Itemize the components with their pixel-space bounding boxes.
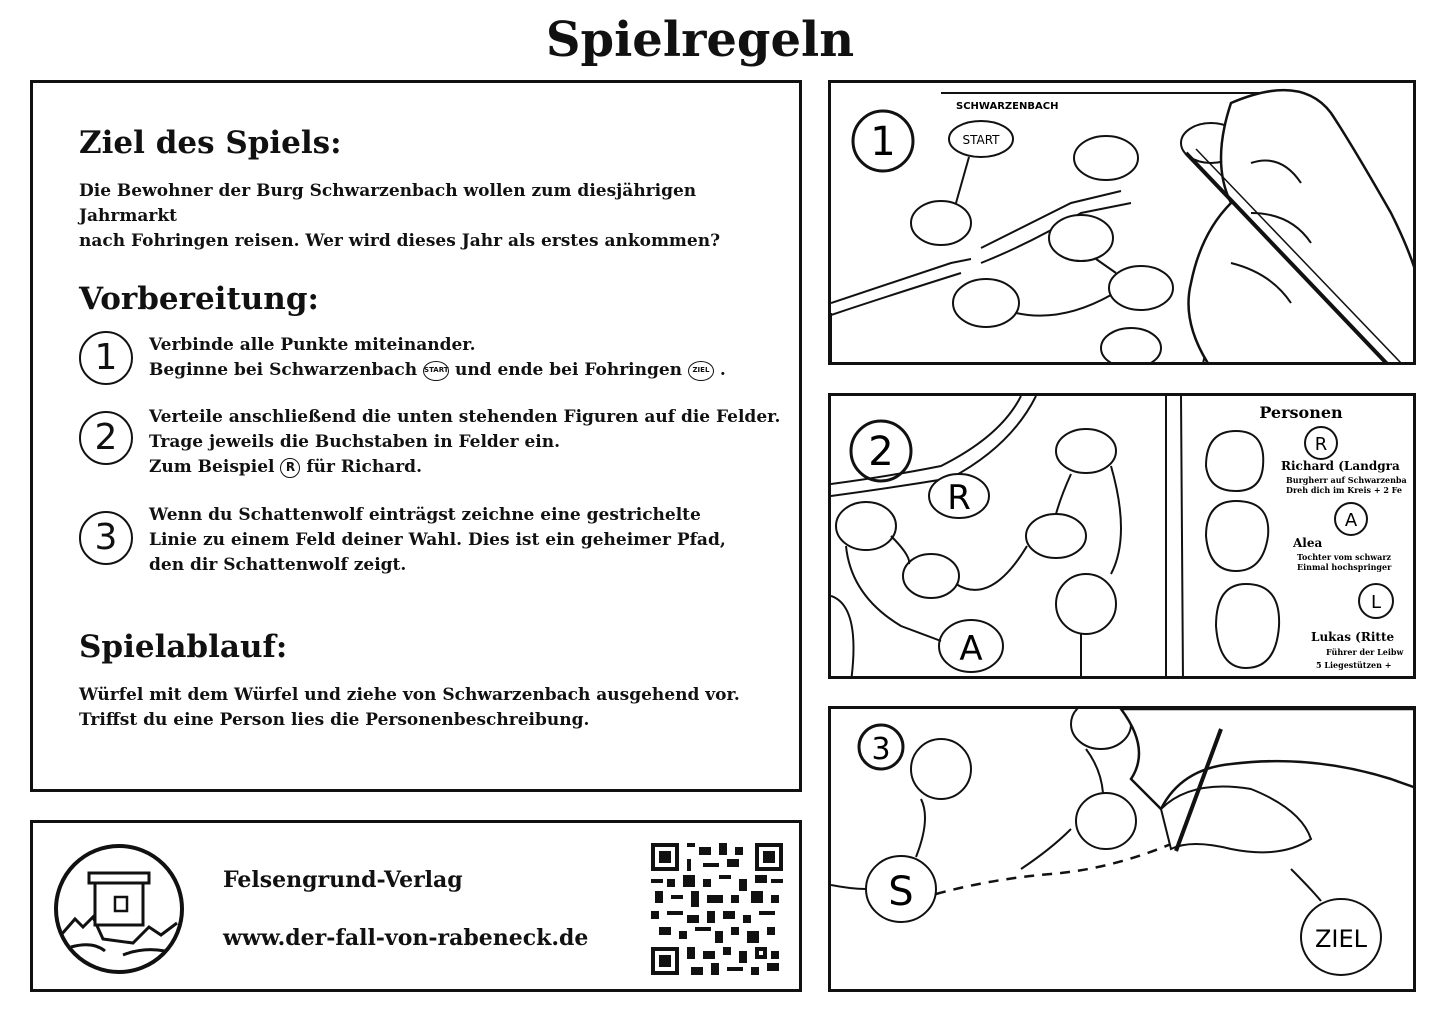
person-letter: A	[1344, 510, 1358, 531]
start-icon: START	[423, 361, 449, 381]
person-desc: Einmal hochspringer	[1297, 562, 1392, 572]
publisher-name: Felsengrund-Verlag	[223, 867, 463, 893]
dashed-secret-path	[936, 844, 1171, 894]
flow-line: Triffst du eine Person lies die Personenbeschreibung.	[79, 710, 590, 730]
page-title: Spielregeln	[545, 12, 855, 68]
step-line: Zum Beispiel	[149, 457, 275, 477]
step-number-icon: 3	[79, 511, 133, 565]
step-line: Trage jeweils die Buchstaben in Felder ein.	[149, 432, 561, 452]
person-desc: Führer der Leibw	[1326, 647, 1404, 657]
flow-heading: Spielablauf:	[79, 629, 288, 665]
secret-path-drawing	[831, 709, 1416, 992]
step-line: .	[719, 360, 726, 380]
goal-line: Die Bewohner der Burg Schwarzenbach wollen zum diesjährigen Jahrmarkt	[79, 181, 697, 226]
start-label: START	[962, 133, 1000, 147]
person-card-richard	[1206, 427, 1407, 495]
step-line: für Richard.	[306, 457, 422, 477]
step-line: Linie zu einem Feld deiner Wahl. Dies ist ein geheimer Pfad,	[149, 530, 726, 550]
map-and-persons-drawing	[831, 396, 1416, 679]
publisher-box	[30, 820, 802, 992]
step-line: Beginne bei Schwarzenbach	[149, 360, 418, 380]
person-desc: Burgherr auf Schwarzenba	[1286, 475, 1407, 485]
person-card-alea	[1206, 501, 1392, 572]
ziel-icon: ZIEL	[688, 361, 714, 381]
step-line: und ende bei Fohringen	[454, 360, 683, 380]
step-number-icon: 2	[79, 411, 133, 465]
person-name: Alea	[1293, 536, 1323, 550]
illustration-panel-3	[828, 706, 1416, 992]
person-name: Lukas (Ritte	[1311, 630, 1395, 644]
portrait-icon	[1206, 431, 1263, 491]
field-letter: A	[959, 629, 983, 669]
person-name: Richard (Landgra	[1281, 459, 1400, 473]
flow-text	[79, 683, 740, 733]
hand-drawing	[1189, 90, 1417, 365]
field-letter: R	[947, 478, 971, 518]
website-link[interactable]: www.der-fall-von-rabeneck.de	[223, 925, 589, 951]
step-line: Verbinde alle Punkte miteinander.	[149, 335, 476, 355]
flow-line: Würfel mit dem Würfel und ziehe von Schwarzenbach ausgehend vor.	[79, 685, 740, 705]
step-number-label: 1	[870, 119, 896, 165]
step-number-label: 3	[871, 732, 891, 767]
prep-heading: Vorbereitung:	[79, 281, 319, 317]
person-letter: L	[1370, 592, 1382, 613]
illustration-panel-1	[828, 80, 1416, 365]
step-number-label: 2	[868, 429, 894, 475]
field-letter: S	[888, 869, 914, 915]
qr-code-icon[interactable]	[651, 843, 783, 975]
person-desc: 5 Liegestützen +	[1316, 660, 1392, 670]
illustration-panel-2	[828, 393, 1416, 679]
step-line: den dir Schattenwolf zeigt.	[149, 555, 407, 575]
step-line: Verteile anschließend die unten stehenden Figuren auf die Felder.	[149, 407, 781, 427]
map-label: SCHWARZENBACH	[956, 101, 1059, 112]
map-drawing	[831, 83, 1416, 365]
goal-line: nach Fohringen reisen. Wer wird dieses Jahr als erstes ankommen?	[79, 231, 721, 251]
person-card-lukas	[1216, 584, 1405, 670]
ziel-label: ZIEL	[1314, 925, 1368, 953]
step-line: Wenn du Schattenwolf einträgst zeichne eine gestrichelte	[149, 505, 701, 525]
person-desc: Dreh dich im Kreis + 2 Fe	[1286, 485, 1402, 495]
step-number-icon: 1	[79, 331, 133, 385]
goal-text	[79, 179, 799, 254]
persons-heading: Personen	[1259, 403, 1343, 422]
castle-logo-icon	[53, 843, 185, 975]
goal-heading: Ziel des Spiels:	[79, 125, 342, 161]
person-desc: Tochter vom schwarz	[1297, 552, 1392, 562]
hand-drawing	[1121, 709, 1416, 809]
portrait-icon	[1206, 501, 1268, 571]
portrait-icon	[1216, 584, 1279, 668]
rules-box	[30, 80, 802, 792]
example-letter-icon: R	[280, 458, 300, 478]
person-letter: R	[1314, 434, 1328, 455]
